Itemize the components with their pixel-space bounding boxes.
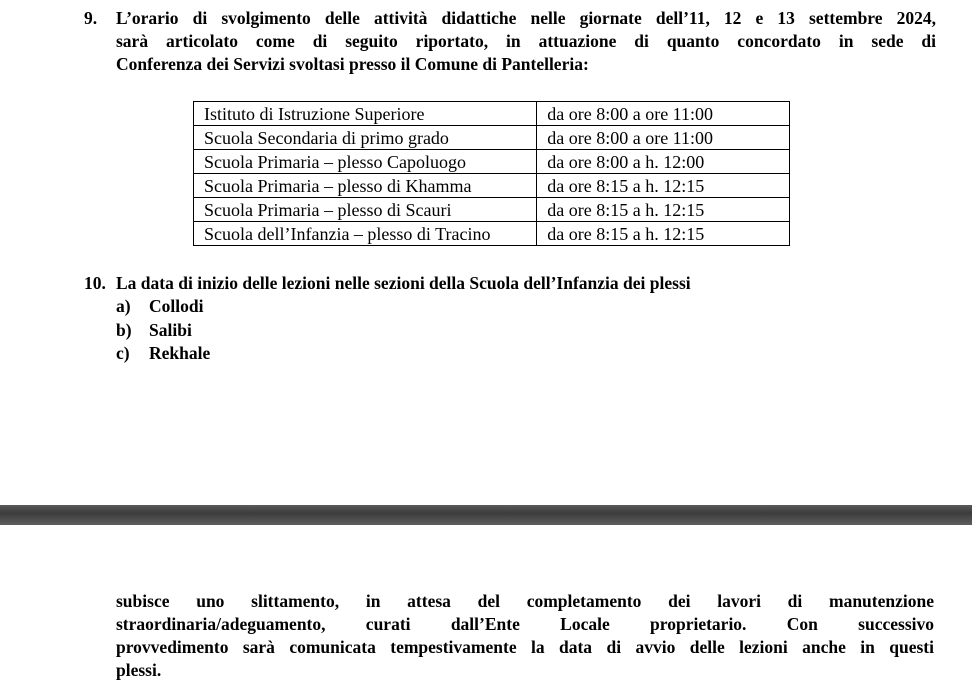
list-value: Salibi	[149, 319, 192, 340]
list-marker: c)	[116, 343, 130, 363]
school-cell: Scuola dell’Infanzia – plesso di Tracino	[194, 222, 537, 246]
school-cell: Istituto di Istruzione Superiore	[194, 102, 537, 126]
hours-cell: da ore 8:00 a ore 11:00	[537, 102, 790, 126]
school-cell: Scuola Primaria – plesso di Scauri	[194, 198, 537, 222]
table-row	[194, 150, 790, 174]
hours-cell: da ore 8:00 a ore 11:00	[537, 126, 790, 150]
school-cell: Scuola Primaria – plesso Capoluogo	[194, 150, 537, 174]
item-9-line-2: sarà articolato come di seguito riportato, in attuazione di quanto concordato in sede di	[116, 31, 936, 51]
continuation-line-2: straordinaria/adeguamento, curati dall’Ente Locale proprietario. Con successivo	[116, 614, 934, 634]
continuation-line-3: provvedimento sarà comunicata tempestivamente la data di avvio delle lezioni anche in questi	[116, 637, 934, 657]
table-row	[194, 198, 790, 222]
list-value: Collodi	[149, 296, 204, 316]
hours-cell: da ore 8:00 a h. 12:00	[537, 150, 790, 174]
item-9-line-3: Conferenza dei Servizi svoltasi presso il Comune di Pantelleria:	[116, 54, 589, 74]
list-value: Rekhale	[149, 343, 211, 363]
hours-cell: da ore 8:15 a h. 12:15	[537, 198, 790, 222]
list-marker: a)	[116, 296, 131, 316]
item-9-number: 9.	[84, 8, 98, 28]
document-page-bottom	[0, 525, 972, 695]
table-row	[194, 222, 790, 246]
schedule-table	[193, 101, 790, 246]
hours-cell: da ore 8:15 a h. 12:15	[537, 174, 790, 198]
item-10-number: 10.	[84, 273, 106, 293]
page-break-divider	[0, 505, 972, 525]
continuation-text	[116, 590, 934, 682]
list-marker: b)	[116, 319, 132, 340]
item-9-line-1: L’orario di svolgimento delle attività didattiche nelle giornate dell’11, 12 e 13 settembre 2024,	[116, 8, 936, 28]
table-row	[194, 174, 790, 198]
school-cell: Scuola Primaria – plesso di Khamma	[194, 174, 537, 198]
item-9-text	[116, 7, 936, 76]
school-cell: Scuola Secondaria di primo grado	[194, 126, 537, 150]
item-10-text: La data di inizio delle lezioni nelle sezioni della Scuola dell’Infanzia dei plessi	[116, 273, 691, 293]
table-row	[194, 126, 790, 150]
continuation-line-1: subisce uno slittamento, in attesa del completamento dei lavori di manutenzione	[116, 591, 934, 611]
continuation-line-4: plessi.	[116, 660, 162, 680]
table-row	[194, 102, 790, 126]
hours-cell: da ore 8:15 a h. 12:15	[537, 222, 790, 246]
